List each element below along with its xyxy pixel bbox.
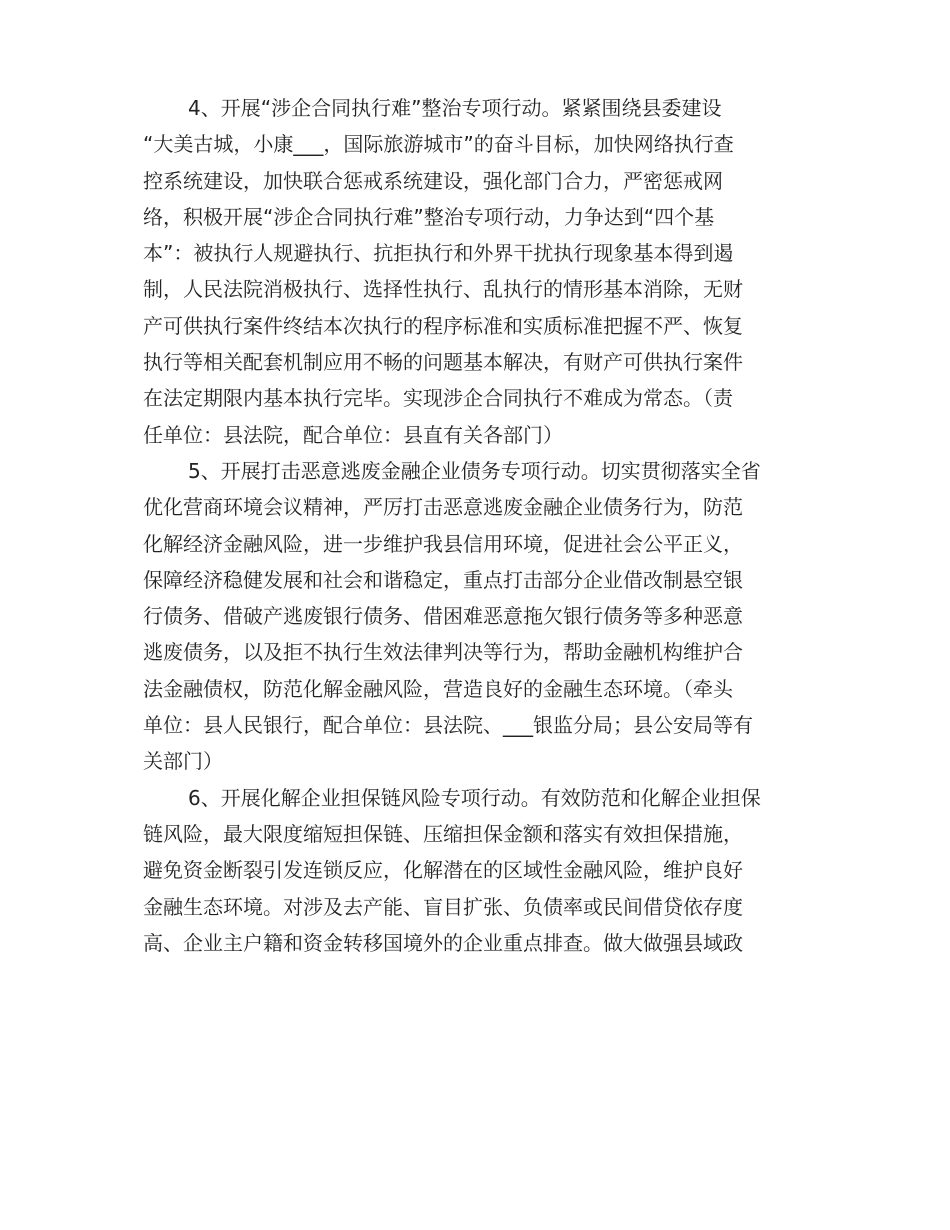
text-line: 优化营商环境会议精神，严厉打击恶意逃废金融企业债务行为，防范 bbox=[143, 495, 743, 520]
text-line: 高、企业主户籍和资金转移国境外的企业重点排查。做大做强县域政 bbox=[143, 930, 743, 955]
text-line: 6、开展化解企业担保链风险专项行动。有效防范和化解企业担保 bbox=[188, 785, 761, 810]
text-line: 执行等相关配套机制应用不畅的问题基本解决，有财产可供执行案件 bbox=[143, 350, 743, 375]
paragraph-item-6 bbox=[143, 780, 808, 961]
document-body bbox=[143, 90, 808, 961]
text-line: 制，人民法院消极执行、选择性执行、乱执行的情形基本消除，无财 bbox=[143, 277, 743, 302]
paragraph-item-5 bbox=[143, 453, 808, 780]
text-line: 4、开展“涉企合同执行难”整治专项行动。紧紧围绕县委建设 bbox=[188, 96, 722, 120]
text-line: 在法定期限内基本执行完毕。实现涉企合同执行不难成为常态。（责 bbox=[143, 386, 733, 411]
text-line: 避免资金断裂引发连锁反应，化解潜在的区域性金融风险，维护良好 bbox=[143, 858, 743, 883]
text-line: 单位：县人民银行，配合单位：县法院、___银监分局；县公安局等有 bbox=[143, 713, 753, 738]
text-line: “大美古城，小康___，国际旅游城市”的奋斗目标，加快网络执行查 bbox=[143, 132, 734, 157]
text-line: 法金融债权，防范化解金融风险，营造良好的金融生态环境。（牵头 bbox=[143, 676, 733, 701]
text-line: 行债务、借破产逃废银行债务、借困难恶意拖欠银行债务等多种恶意 bbox=[143, 604, 743, 629]
text-line: 5、开展打击恶意逃废金融企业债务专项行动。切实贯彻落实全省 bbox=[188, 458, 761, 483]
text-line: 逃废债务，以及拒不执行生效法律判决等行为，帮助金融机构维护合 bbox=[143, 640, 743, 665]
paragraph-item-4 bbox=[143, 90, 808, 453]
text-line: 关部门） bbox=[143, 749, 223, 774]
text-line: 产可供执行案件终结本次执行的程序标准和实质标准把握不严、恢复 bbox=[143, 313, 743, 338]
text-line: 化解经济金融风险，进一步维护我县信用环境，促进社会公平正义， bbox=[143, 531, 743, 556]
text-line: 链风险，最大限度缩短担保链、压缩担保金额和落实有效担保措施， bbox=[143, 821, 743, 846]
text-line: 任单位：县法院，配合单位：县直有关各部门） bbox=[143, 422, 563, 447]
text-line: 络，积极开展“涉企合同执行难”整治专项行动，力争达到“四个基 bbox=[143, 204, 715, 229]
text-line: 保障经济稳健发展和社会和谐稳定，重点打击部分企业借改制悬空银 bbox=[143, 567, 743, 592]
text-line: 金融生态环境。对涉及去产能、盲目扩张、负债率或民间借贷依存度 bbox=[143, 894, 743, 919]
text-line: 本”：被执行人规避执行、抗拒执行和外界干扰执行现象基本得到遏 bbox=[143, 241, 734, 266]
text-line: 控系统建设，加快联合惩戒系统建设，强化部门合力，严密惩戒网 bbox=[143, 168, 723, 193]
